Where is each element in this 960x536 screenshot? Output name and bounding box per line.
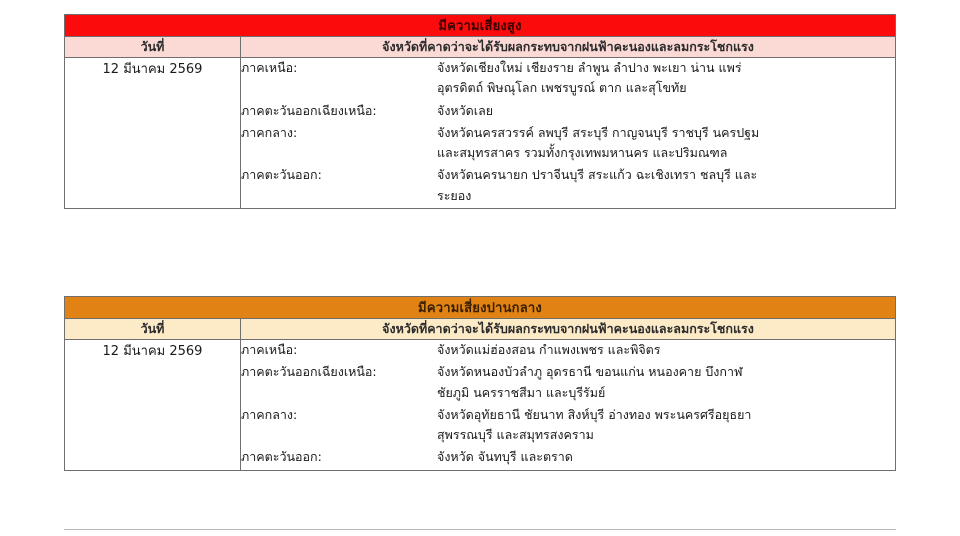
region-line: สุพรรณบุรี และสมุทรสงคราม bbox=[437, 427, 594, 442]
region-text-north bbox=[437, 58, 895, 99]
high-risk-row-date: 12 มีนาคม 2569 bbox=[65, 58, 241, 209]
region-text-central bbox=[437, 123, 895, 164]
medium-risk-row-date: 12 มีนาคม 2569 bbox=[65, 340, 241, 471]
region-block-east bbox=[241, 447, 895, 467]
medium-risk-table bbox=[64, 296, 896, 471]
high-risk-table bbox=[64, 14, 896, 209]
region-block-central bbox=[241, 405, 895, 446]
medium-risk-table-wrapper bbox=[64, 296, 896, 471]
region-text-northeast bbox=[437, 101, 895, 121]
region-label-central: ภาคกลาง: bbox=[241, 406, 298, 422]
region-line: จังหวัดหนองบัวลำภู อุดรธานี ขอนแก่น หนองคาย บึงกาฬ bbox=[437, 364, 743, 380]
region-label-east: ภาคตะวันออก: bbox=[241, 449, 322, 465]
region-text-north bbox=[437, 340, 895, 360]
region-label-north: ภาคเหนือ: bbox=[241, 60, 298, 75]
high-risk-title: มีความเสี่ยงสูง bbox=[65, 15, 896, 37]
table-title-row bbox=[65, 297, 896, 319]
region-text-east bbox=[437, 165, 895, 206]
table-title-row bbox=[65, 15, 896, 37]
region-text-central bbox=[437, 405, 895, 446]
region-block-east bbox=[241, 165, 895, 206]
region-line: และสมุทรสาคร รวมทั้งกรุงเทพมหานคร และปริมณฑล bbox=[437, 145, 728, 160]
medium-risk-title: มีความเสี่ยงปานกลาง bbox=[65, 297, 896, 319]
medium-risk-provinces-header: จังหวัดที่คาดว่าจะได้รับผลกระทบจากฝนฟ้าคะนองและลมกระโชกแรง bbox=[241, 319, 896, 340]
region-line: อุตรดิตถ์ พิษณุโลก เพชรบูรณ์ ตาก และสุโขทัย bbox=[437, 80, 687, 96]
region-text-east bbox=[437, 447, 895, 467]
region-line: จังหวัดนครนายก ปราจีนบุรี สระแก้ว ฉะเชิงเทรา ชลบุรี และ bbox=[437, 167, 758, 183]
region-line: จังหวัดเลย bbox=[437, 102, 494, 118]
region-block-northeast bbox=[241, 101, 895, 121]
region-block-central bbox=[241, 123, 895, 164]
high-risk-table-wrapper bbox=[64, 14, 896, 209]
page-bottom-divider bbox=[64, 529, 896, 530]
region-line: จังหวัด จันทบุรี และตราด bbox=[437, 449, 573, 465]
medium-risk-row-regions bbox=[241, 340, 896, 471]
region-label-northeast: ภาคตะวันออกเฉียงเหนือ: bbox=[241, 364, 377, 380]
region-block-north bbox=[241, 58, 895, 99]
region-block-north bbox=[241, 340, 895, 360]
region-label-central: ภาคกลาง: bbox=[241, 124, 298, 140]
region-line: จังหวัดอุทัยธานี ชัยนาท สิงห์บุรี อ่างทอง พระนครศรีอยุธยา bbox=[437, 406, 752, 422]
table-row bbox=[65, 340, 896, 471]
region-label-north: ภาคเหนือ: bbox=[241, 342, 298, 357]
region-line: ระยอง bbox=[437, 187, 472, 203]
high-risk-date-header: วันที่ bbox=[65, 37, 241, 58]
table-header-row bbox=[65, 319, 896, 340]
region-line: จังหวัดแม่ฮ่องสอน กำแพงเพชร และพิจิตร bbox=[437, 342, 661, 357]
medium-risk-date-header: วันที่ bbox=[65, 319, 241, 340]
region-line: ชัยภูมิ นครราชสีมา และบุรีรัมย์ bbox=[437, 384, 606, 400]
table-header-row bbox=[65, 37, 896, 58]
region-text-northeast bbox=[437, 362, 895, 403]
region-line: จังหวัดเชียงใหม่ เชียงราย ลำพูน ลำปาง พะเยา น่าน แพร่ bbox=[437, 60, 742, 75]
region-line: จังหวัดนครสวรรค์ ลพบุรี สระบุรี กาญจนบุรี ราชบุรี นครปฐม bbox=[437, 124, 760, 140]
table-row bbox=[65, 58, 896, 209]
region-label-east: ภาคตะวันออก: bbox=[241, 167, 322, 183]
region-block-northeast bbox=[241, 362, 895, 403]
high-risk-provinces-header: จังหวัดที่คาดว่าจะได้รับผลกระทบจากฝนฟ้าคะนองและลมกระโชกแรง bbox=[241, 37, 896, 58]
high-risk-row-regions bbox=[241, 58, 896, 209]
region-label-northeast: ภาคตะวันออกเฉียงเหนือ: bbox=[241, 102, 377, 118]
